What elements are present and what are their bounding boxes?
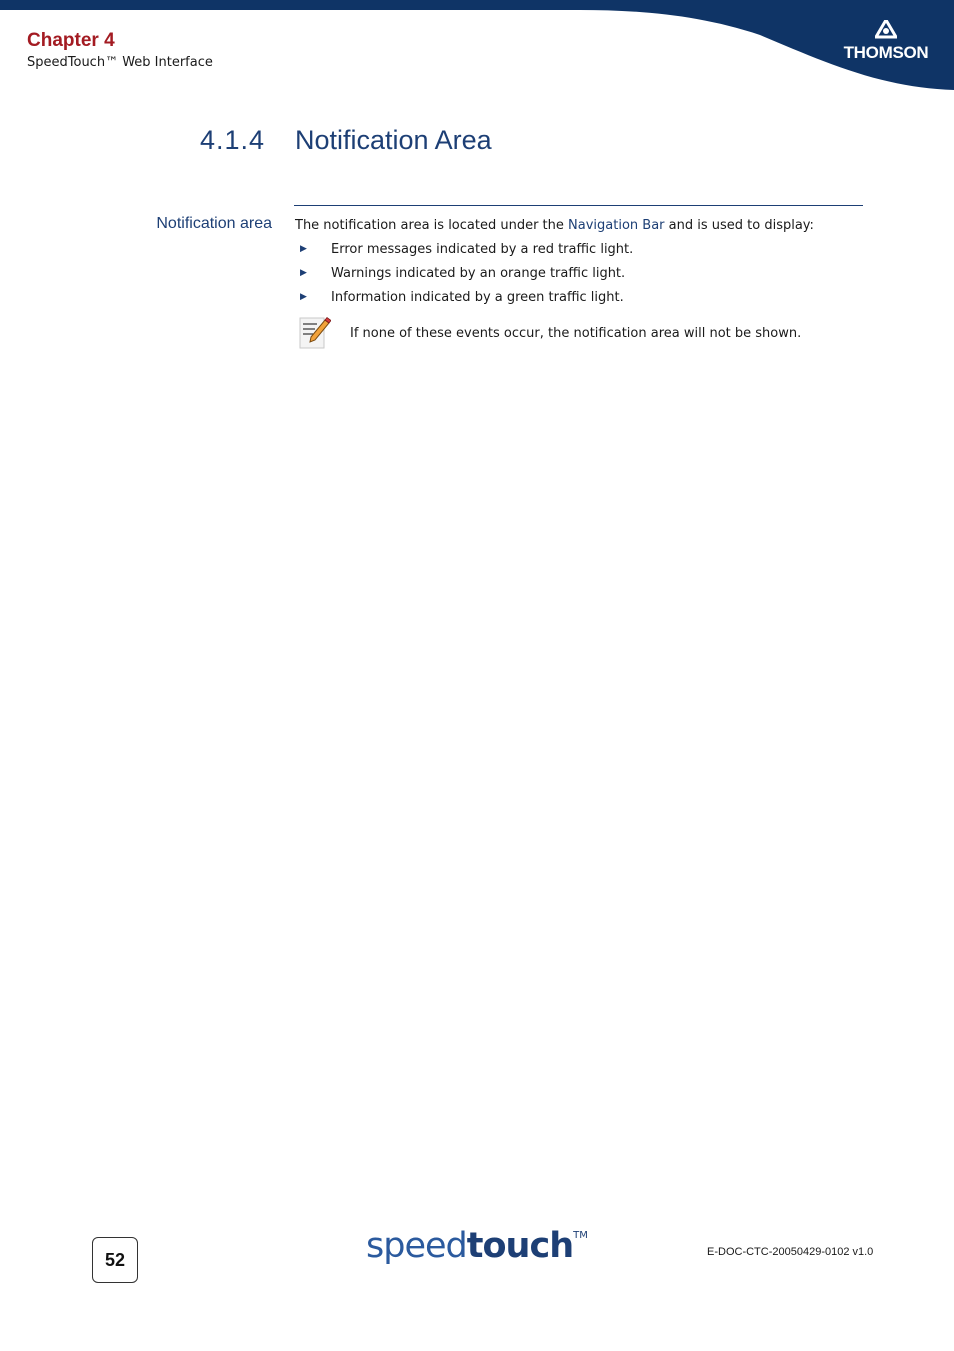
section-heading bbox=[200, 125, 492, 156]
intro-paragraph bbox=[295, 218, 814, 233]
section-number: 4.1.4 bbox=[200, 125, 266, 155]
brand-light: speed bbox=[366, 1226, 467, 1266]
triangle-right-icon: ▶ bbox=[300, 268, 307, 278]
chapter-subtitle: SpeedTouch™ Web Interface bbox=[27, 55, 213, 70]
thomson-triangle-logo-icon bbox=[875, 20, 897, 40]
logo-text: THOMSON bbox=[843, 43, 929, 62]
page-number: 52 bbox=[92, 1237, 138, 1283]
speedtouch-brand-logo bbox=[366, 1226, 588, 1276]
section-rule bbox=[294, 205, 863, 206]
brand-bold: touch bbox=[466, 1226, 574, 1266]
bullet-text: Error messages indicated by a red traffic light. bbox=[331, 242, 634, 257]
navigation-bar-link[interactable]: Navigation Bar bbox=[568, 218, 665, 233]
bullet-text: Information indicated by a green traffic light. bbox=[331, 290, 624, 305]
note-pencil-icon bbox=[299, 314, 331, 350]
section-title: Notification Area bbox=[295, 125, 492, 155]
chapter-title: Chapter 4 bbox=[27, 30, 115, 51]
intro-before: The notification area is located under the bbox=[295, 218, 569, 233]
thomson-logo bbox=[836, 20, 936, 70]
header-band bbox=[0, 0, 954, 95]
note-text: If none of these events occur, the notification area will not be shown. bbox=[350, 326, 802, 341]
side-label: Notification area bbox=[156, 215, 272, 232]
bullet-text: Warnings indicated by an orange traffic light. bbox=[331, 266, 626, 281]
brand-tm: TM bbox=[573, 1230, 588, 1241]
document-reference: E-DOC-CTC-20050429-0102 v1.0 bbox=[707, 1246, 874, 1258]
triangle-right-icon: ▶ bbox=[300, 292, 307, 302]
triangle-right-icon: ▶ bbox=[300, 244, 307, 254]
intro-after: and is used to display: bbox=[664, 218, 814, 233]
